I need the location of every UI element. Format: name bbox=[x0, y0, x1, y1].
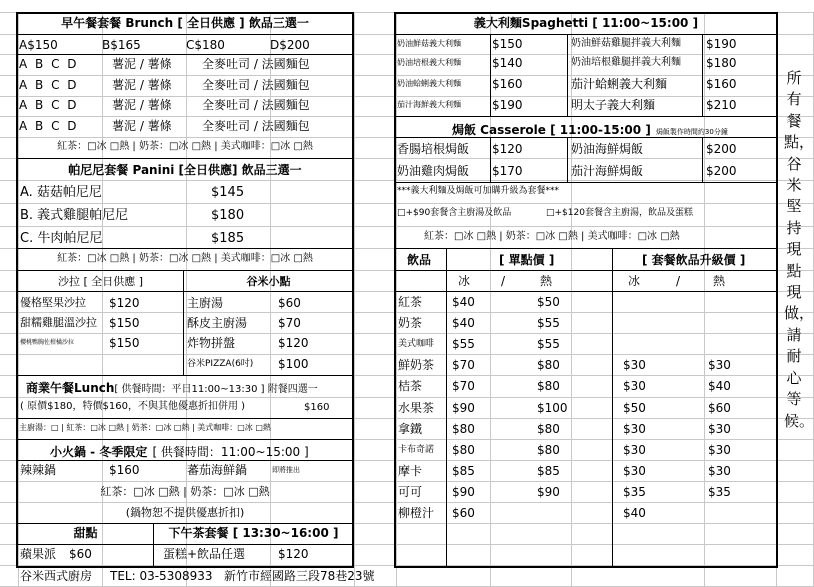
brunch-row-bread: 全麥吐司 / 法國麵包 bbox=[202, 119, 310, 133]
drink-set-hot-price: $60 bbox=[708, 400, 731, 415]
drink-single-hot-price: $90 bbox=[537, 484, 560, 499]
spaghetti-item-name: 奶油鮮菇義大利麵 bbox=[397, 39, 461, 48]
lunch-options: 主廚湯：□ | 紅茶：□冰 □熱 | 奶茶：□冰 □熱 | 美式咖啡：□冰 □熱 bbox=[19, 423, 271, 432]
drink-set-hot-price: $30 bbox=[708, 421, 731, 436]
salad-item-price: $120 bbox=[109, 296, 140, 310]
grid-v-line bbox=[153, 523, 154, 566]
panini-item-price: $185 bbox=[211, 231, 245, 246]
panini-item-name: A. 菇菇帕尼尼 bbox=[20, 185, 102, 200]
grid-h-line bbox=[394, 182, 778, 183]
hotpot-item-1-price: $160 bbox=[109, 463, 140, 477]
lunch-note: ( 原價$180，特價$160，不與其他優惠折扣併用 ) bbox=[20, 401, 246, 412]
hotpot-note: (鍋物恕不提供優惠折扣) bbox=[125, 506, 245, 519]
panini-title: 帕尼尼套餐 Panini [全日供應] 飲品三選一 bbox=[68, 163, 302, 177]
grid-h-line bbox=[0, 75, 814, 76]
snack-item-name: 谷米PIZZA(6吋) bbox=[187, 359, 254, 369]
brunch-title: 早午餐套餐 Brunch [ 全日供應 ] 飲品三選一 bbox=[61, 16, 309, 30]
spaghetti-item-name: 奶油培根雞腿拌義大利麵 bbox=[571, 57, 681, 68]
dessert-item: 蘋果派 bbox=[20, 547, 57, 561]
snack-item-name: 酥皮主廚湯 bbox=[187, 316, 248, 330]
grid-h-line bbox=[394, 566, 778, 568]
spaghetti-item-name: 茄汁蛤蜊義大利麵 bbox=[571, 77, 668, 91]
hotpot-item-2-price: 即將推出 bbox=[272, 466, 300, 474]
dessert-price: $60 bbox=[69, 547, 92, 561]
salad-item-name: 甜糯雞腿溫沙拉 bbox=[20, 316, 97, 329]
grid-h-line bbox=[0, 502, 814, 503]
brunch-row-side: 薯泥 / 薯條 bbox=[112, 98, 172, 112]
grid-h-line bbox=[16, 523, 354, 524]
spaghetti-item-price: $180 bbox=[706, 56, 737, 70]
drinks-col-drink: 飲品 bbox=[407, 253, 432, 267]
grid-h-line bbox=[394, 248, 778, 249]
grid-v-line bbox=[490, 137, 491, 182]
drink-set-hot-price: $35 bbox=[708, 484, 731, 499]
hotpot-heading bbox=[50, 443, 309, 459]
drink-single-hot-price: $80 bbox=[537, 442, 560, 457]
drink-single-hot-price: $80 bbox=[537, 358, 560, 373]
casserole-item-name: 茄汁海鮮焗飯 bbox=[571, 164, 644, 178]
set-hot-label: 熱 bbox=[713, 274, 726, 288]
grid-h-line bbox=[16, 34, 354, 35]
casserole-title: 焗飯 Casserole [ 11:00-15:00 ] bbox=[452, 123, 651, 137]
grid-h-line bbox=[0, 226, 814, 227]
grid-v-line bbox=[396, 12, 397, 586]
single-hot-label: 熱 bbox=[540, 274, 553, 288]
casserole-item-price: $170 bbox=[492, 164, 523, 178]
casserole-drinks: 紅茶：□冰 □熱 | 奶茶：□冰 □熱 | 美式咖啡：□冰 □熱 bbox=[424, 231, 680, 242]
grid-v-line bbox=[567, 34, 568, 116]
grid-h-line bbox=[0, 203, 814, 204]
drink-set-ice-price: $30 bbox=[623, 358, 646, 373]
single-ice-label: 冰 bbox=[458, 274, 471, 288]
salad-title: 沙拉 [ 全日供應 ] bbox=[57, 275, 144, 288]
drink-name: 柳橙汁 bbox=[398, 506, 435, 520]
grid-v-line bbox=[352, 12, 354, 566]
footer-tel: TEL: 03-5308933 bbox=[110, 569, 213, 583]
grid-h-line bbox=[0, 180, 814, 181]
panini-item-name: C. 牛肉帕尼尼 bbox=[20, 231, 103, 246]
drink-single-ice-price: $70 bbox=[452, 358, 475, 373]
brunch-row-bread: 全麥吐司 / 法國麵包 bbox=[202, 78, 310, 92]
grid-h-line bbox=[16, 460, 354, 461]
drink-set-hot-price: $30 bbox=[708, 442, 731, 457]
grid-v-line bbox=[446, 248, 447, 566]
grid-v-line bbox=[490, 34, 491, 116]
brunch-price-c: C$180 bbox=[186, 38, 225, 52]
drink-single-hot-price: $80 bbox=[537, 421, 560, 436]
hotpot-title: 小火鍋 - 冬季限定 bbox=[50, 445, 148, 459]
hotpot-item-2-name: 蕃茄海鮮鍋 bbox=[187, 463, 248, 477]
panini-item-price: $180 bbox=[211, 208, 245, 223]
grid-h-line bbox=[0, 333, 814, 334]
grid-h-line bbox=[394, 12, 778, 14]
spaghetti-item-price: $150 bbox=[492, 37, 523, 51]
spaghetti-item-name: 明太子義大利麵 bbox=[571, 98, 656, 112]
spaghetti-item-price: $210 bbox=[706, 98, 737, 112]
drink-single-ice-price: $90 bbox=[452, 400, 475, 415]
salad-item-name: 優格堅果沙拉 bbox=[20, 296, 86, 309]
drink-single-ice-price: $80 bbox=[452, 442, 475, 457]
grid-h-line bbox=[16, 544, 354, 545]
drink-name: 奶茶 bbox=[398, 316, 423, 331]
spaghetti-item-price: $140 bbox=[492, 56, 523, 70]
drink-single-hot-price: $100 bbox=[537, 400, 568, 415]
snack-item-price: $70 bbox=[278, 316, 301, 330]
panini-item-price: $145 bbox=[211, 185, 245, 200]
drink-set-ice-price: $30 bbox=[623, 379, 646, 394]
casserole-item-name: 奶油雞肉焗飯 bbox=[397, 164, 470, 178]
spaghetti-item-price: $160 bbox=[706, 77, 737, 91]
grid-h-line bbox=[16, 439, 354, 440]
grid-h-line bbox=[0, 481, 814, 482]
drink-set-ice-price: $30 bbox=[623, 442, 646, 457]
grid-h-line bbox=[16, 418, 354, 419]
grid-h-line bbox=[0, 354, 814, 355]
footer-name: 谷米西式廚房 bbox=[20, 569, 93, 583]
grid-v-line bbox=[702, 137, 703, 182]
teaset-item: 蛋糕+飲品任選 bbox=[163, 547, 246, 561]
grid-h-line bbox=[0, 96, 814, 97]
spaghetti-item-name: 奶油鮮菇雞腿拌義大利麵 bbox=[571, 38, 681, 49]
snack-item-name: 炸物拼盤 bbox=[187, 336, 236, 350]
grid-h-line bbox=[394, 270, 778, 271]
drinks-col-set: [ 套餐飲品升級價 ] bbox=[642, 253, 746, 267]
drink-set-ice-price: $50 bbox=[623, 400, 646, 415]
drink-set-hot-price: $40 bbox=[708, 379, 731, 394]
grid-v-line bbox=[776, 12, 778, 566]
grid-v-line bbox=[612, 248, 613, 566]
grid-h-line bbox=[394, 291, 778, 292]
snacks-title: 谷米小點 bbox=[246, 275, 291, 288]
grid-h-line bbox=[16, 270, 354, 271]
upgrade-note: ***義大利麵及焗飯可加購升級為套餐*** bbox=[397, 186, 560, 196]
lunch-heading bbox=[26, 379, 318, 395]
casserole-item-price: $200 bbox=[706, 142, 737, 156]
grid-v-line bbox=[394, 12, 396, 566]
brunch-price-b: B$165 bbox=[102, 38, 141, 52]
spaghetti-item-price: $190 bbox=[492, 98, 523, 112]
casserole-note: 焗飯製作時間約30分鐘 bbox=[655, 128, 728, 136]
drinks-col-single: [ 單點價 ] bbox=[499, 253, 555, 267]
spaghetti-item-price: $160 bbox=[492, 77, 523, 91]
brunch-price-a: A$150 bbox=[19, 38, 58, 52]
drink-name: 紅茶 bbox=[398, 295, 423, 309]
drink-single-hot-price: $50 bbox=[537, 295, 560, 309]
brunch-row-side: 薯泥 / 薯條 bbox=[112, 78, 172, 92]
grid-v-line bbox=[16, 12, 18, 566]
drink-set-ice-price: $30 bbox=[623, 421, 646, 436]
casserole-item-name: 奶油海鮮焗飯 bbox=[571, 142, 644, 156]
drink-single-ice-price: $60 bbox=[452, 506, 475, 520]
grid-v-line bbox=[702, 34, 703, 116]
panini-item-name: B. 義式雞腿帕尼尼 bbox=[20, 208, 129, 223]
drink-set-ice-price: $40 bbox=[623, 506, 646, 520]
lunch-price: $160 bbox=[304, 402, 330, 413]
drink-name: 美式咖啡 bbox=[398, 339, 435, 350]
drink-single-ice-price: $70 bbox=[452, 379, 475, 394]
grid-v-line bbox=[102, 12, 103, 586]
side-note: 所有餐點，谷米堅持現點現做，請耐心等候。 bbox=[784, 69, 814, 430]
grid-h-line bbox=[0, 397, 814, 398]
single-slash: / bbox=[501, 274, 506, 288]
brunch-drinks: 紅茶：□冰 □熱 | 奶茶：□冰 □熱 | 美式咖啡：□冰 □熱 bbox=[57, 141, 313, 152]
grid-h-line bbox=[16, 54, 354, 55]
grid-h-line bbox=[394, 34, 778, 35]
drink-name: 卡布奇諾 bbox=[398, 444, 435, 455]
teaset-title: 下午茶套餐 [ 13:30~16:00 ] bbox=[168, 526, 339, 540]
snack-item-price: $60 bbox=[278, 296, 301, 310]
drink-set-ice-price: $30 bbox=[623, 463, 646, 478]
salad-item-price: $150 bbox=[109, 336, 140, 350]
brunch-row-side: 薯泥 / 薯條 bbox=[112, 119, 172, 133]
drink-single-hot-price: $55 bbox=[537, 316, 560, 331]
grid-h-line bbox=[16, 566, 354, 568]
drink-single-hot-price: $55 bbox=[537, 337, 560, 352]
grid-h-line bbox=[16, 248, 354, 249]
drink-single-ice-price: $90 bbox=[452, 484, 475, 499]
drink-name: 水果茶 bbox=[398, 400, 435, 415]
drink-single-ice-price: $40 bbox=[452, 316, 475, 331]
spaghetti-title: 義大利麵Spaghetti [ 11:00~15:00 ] bbox=[473, 16, 699, 30]
casserole-heading bbox=[452, 121, 728, 137]
brunch-price-d: D$200 bbox=[270, 38, 310, 52]
grid-h-line bbox=[16, 158, 354, 159]
drink-name: 摩卡 bbox=[398, 463, 423, 478]
drink-single-ice-price: $80 bbox=[452, 421, 475, 436]
dessert-title: 甜點 bbox=[73, 526, 98, 540]
lunch-subtitle: [ 供餐時間：平日11:00~13:30 ] 附餐四選一 bbox=[114, 384, 318, 395]
snack-item-price: $120 bbox=[278, 336, 309, 350]
panini-drinks: 紅茶：□冰 □熱 | 奶茶：□冰 □熱 | 美式咖啡：□冰 □熱 bbox=[57, 253, 313, 264]
snack-item-price: $100 bbox=[278, 357, 309, 371]
grid-v-line bbox=[704, 12, 705, 586]
grid-h-line bbox=[394, 116, 778, 117]
casserole-item-price: $200 bbox=[706, 164, 737, 178]
hotpot-item-1-name: 辣辣鍋 bbox=[20, 463, 57, 477]
drink-set-hot-price: $30 bbox=[708, 463, 731, 478]
grid-h-line bbox=[16, 291, 354, 292]
grid-v-line bbox=[183, 270, 184, 375]
grid-v-line bbox=[567, 137, 568, 182]
brunch-row-options: A B C D bbox=[19, 57, 79, 71]
brunch-row-options: A B C D bbox=[19, 78, 79, 92]
spaghetti-item-name: 茄汁海鮮義大利麵 bbox=[397, 100, 461, 109]
grid-h-line bbox=[16, 12, 354, 14]
drink-name: 可可 bbox=[398, 484, 423, 499]
spaghetti-item-price: $190 bbox=[706, 37, 737, 51]
drink-name: 拿鐵 bbox=[398, 421, 423, 436]
brunch-row-options: A B C D bbox=[19, 119, 79, 133]
teaset-price: $120 bbox=[278, 547, 309, 561]
casserole-item-price: $120 bbox=[492, 142, 523, 156]
snack-item-name: 主廚湯 bbox=[187, 296, 224, 310]
drink-single-ice-price: $55 bbox=[452, 337, 475, 352]
brunch-row-options: A B C D bbox=[19, 98, 79, 112]
salad-item-price: $150 bbox=[109, 316, 140, 330]
brunch-row-bread: 全麥吐司 / 法國麵包 bbox=[202, 57, 310, 71]
lunch-title: 商業午餐Lunch bbox=[26, 381, 115, 395]
set-slash: / bbox=[676, 274, 681, 288]
grid-v-line bbox=[354, 12, 355, 586]
drink-single-hot-price: $85 bbox=[537, 463, 560, 478]
grid-h-line bbox=[394, 137, 778, 138]
upgrade-set-1: □+$90套餐含主廚湯及飲品 bbox=[397, 208, 512, 218]
grid-h-line bbox=[0, 312, 814, 313]
grid-h-line bbox=[16, 375, 354, 376]
drink-single-ice-price: $85 bbox=[452, 463, 475, 478]
hotpot-hours: [ 供餐時間：11:00~15:00 ] bbox=[152, 445, 309, 459]
drink-name: 鮮奶茶 bbox=[398, 358, 435, 373]
footer-address: 新竹市經國路三段78巷23號 bbox=[224, 569, 375, 583]
set-ice-label: 冰 bbox=[628, 274, 641, 288]
drink-set-ice-price: $35 bbox=[623, 484, 646, 499]
salad-item-name: 櫻桃鴨胸佐柑橘沙拉 bbox=[20, 339, 75, 346]
brunch-row-bread: 全麥吐司 / 法國麵包 bbox=[202, 98, 310, 112]
spaghetti-item-name: 奶油培根義大利麵 bbox=[397, 58, 461, 67]
drink-name: 桔茶 bbox=[398, 379, 423, 394]
casserole-item-name: 香腸培根焗飯 bbox=[397, 142, 470, 156]
hotpot-drinks: 紅茶：□冰 □熱 | 奶茶：□冰 □熱 bbox=[100, 485, 270, 498]
drink-set-hot-price: $30 bbox=[708, 358, 731, 373]
drink-single-ice-price: $40 bbox=[452, 295, 475, 309]
upgrade-set-2: □+$120套餐含主廚湯，飲品及蛋糕 bbox=[546, 208, 693, 218]
brunch-row-side: 薯泥 / 薯條 bbox=[112, 57, 172, 71]
spaghetti-item-name: 奶油蛤蜊義大利麵 bbox=[397, 79, 461, 88]
drink-single-hot-price: $80 bbox=[537, 379, 560, 394]
